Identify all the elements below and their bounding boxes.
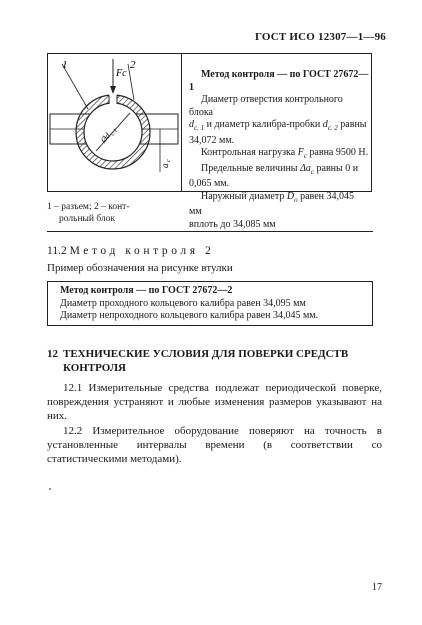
method-description [189, 69, 369, 231]
section-12-number: 12 [47, 348, 58, 360]
section-12-title-line-1: ТЕХНИЧЕСКИЕ УСЛОВИЯ ДЛЯ ПОВЕРКИ СРЕДСТВ [63, 348, 349, 360]
section-11-2-number: 11.2 [47, 245, 67, 257]
section-12-heading [47, 347, 387, 375]
desc-line-2 [189, 119, 369, 135]
figure-caption [47, 201, 167, 225]
label-ac: a [160, 163, 170, 168]
label-fc: Fc [116, 68, 127, 79]
outer-value: равен 34,045 мм [189, 190, 355, 217]
var-d2-sub: c. 2 [327, 124, 338, 132]
var-d: d [189, 119, 194, 130]
caption-line-2: рольный блок [59, 214, 116, 224]
var-d2: d [322, 119, 328, 130]
section-11-2-heading [47, 245, 214, 257]
var-dzero-sub: o [294, 195, 298, 204]
paragraph-12-2 [47, 424, 382, 466]
var-d-sub: c. 1 [194, 124, 205, 132]
section-11-2-title: Метод контроля 2 [69, 245, 215, 257]
desc-line-6: 0,065 мм. [189, 178, 230, 189]
var-delta-a-sub: c [310, 167, 314, 176]
method-2-box [47, 281, 373, 326]
var-f: F [297, 147, 304, 158]
caption-line-1: 1 – разъем; 2 – конт- [47, 202, 130, 212]
label-1: 1 [62, 59, 68, 71]
method-2-line-2: Диаметр непроходного кольцевого калибра равен 34,045 мм. [60, 310, 319, 321]
paragraph-12-1-text: 12.1 Измерительные средства подлежат периодической поверке, повреждения устраняют и любые изменения размеров указывают на них. [47, 382, 382, 422]
load-value: равна 9500 Н. [306, 147, 369, 158]
section-12-title-line-2: КОНТРОЛЯ [63, 362, 126, 374]
desc-line-2-text: и диаметр калибра-пробки [204, 119, 323, 130]
label-2: 2 [130, 59, 136, 71]
method-title: Метод контроля — по ГОСТ 27672—1 [189, 69, 369, 93]
desc-line-1: Диаметр отверстия контрольного блока [189, 94, 343, 118]
var-delta-a: Δa [300, 162, 311, 174]
method-2-line-1: Диаметр проходного кольцевого калибра равен 34,095 мм [60, 297, 306, 309]
outer-text: Наружный диаметр [201, 190, 287, 202]
bushing-diagram [48, 54, 182, 191]
load-text: Контрольная нагрузка [201, 147, 298, 158]
figure-drawing [48, 54, 182, 191]
page-header: ГОСТ ИСО 12307—1—96 [254, 31, 386, 43]
limit-text: Предельные величины [201, 162, 301, 174]
var-dzero: D [286, 190, 295, 202]
divider [47, 231, 373, 232]
limit-value: равны 0 и [314, 162, 359, 174]
paragraph-12-1 [47, 381, 382, 423]
desc-line-3: 34,072 мм. [189, 134, 235, 146]
page-number: 17 [372, 582, 382, 593]
desc-line-7 [189, 191, 369, 219]
desc-line-4 [189, 147, 369, 163]
var-f-sub: c [303, 152, 307, 160]
method-2-title: Метод контроля — по ГОСТ 27672—2 [60, 285, 233, 296]
label-dc: Ød [98, 131, 113, 145]
scan-speck [49, 488, 51, 490]
desc-line-8: вплоть до 34,085 мм [189, 218, 276, 230]
paragraph-12-2-text: 12.2 Измерительное оборудование поверяют на точность в установленные интервалы времени (в соответствии со статистическими методами). [47, 425, 382, 465]
desc-line-5 [189, 163, 369, 179]
desc-line-2-end: равны [337, 119, 367, 130]
label-dc-sub: c.1 [109, 127, 120, 138]
label-ac-sub: c [166, 159, 172, 162]
example-text: Пример обозначения на рисунке втулки [47, 262, 233, 274]
